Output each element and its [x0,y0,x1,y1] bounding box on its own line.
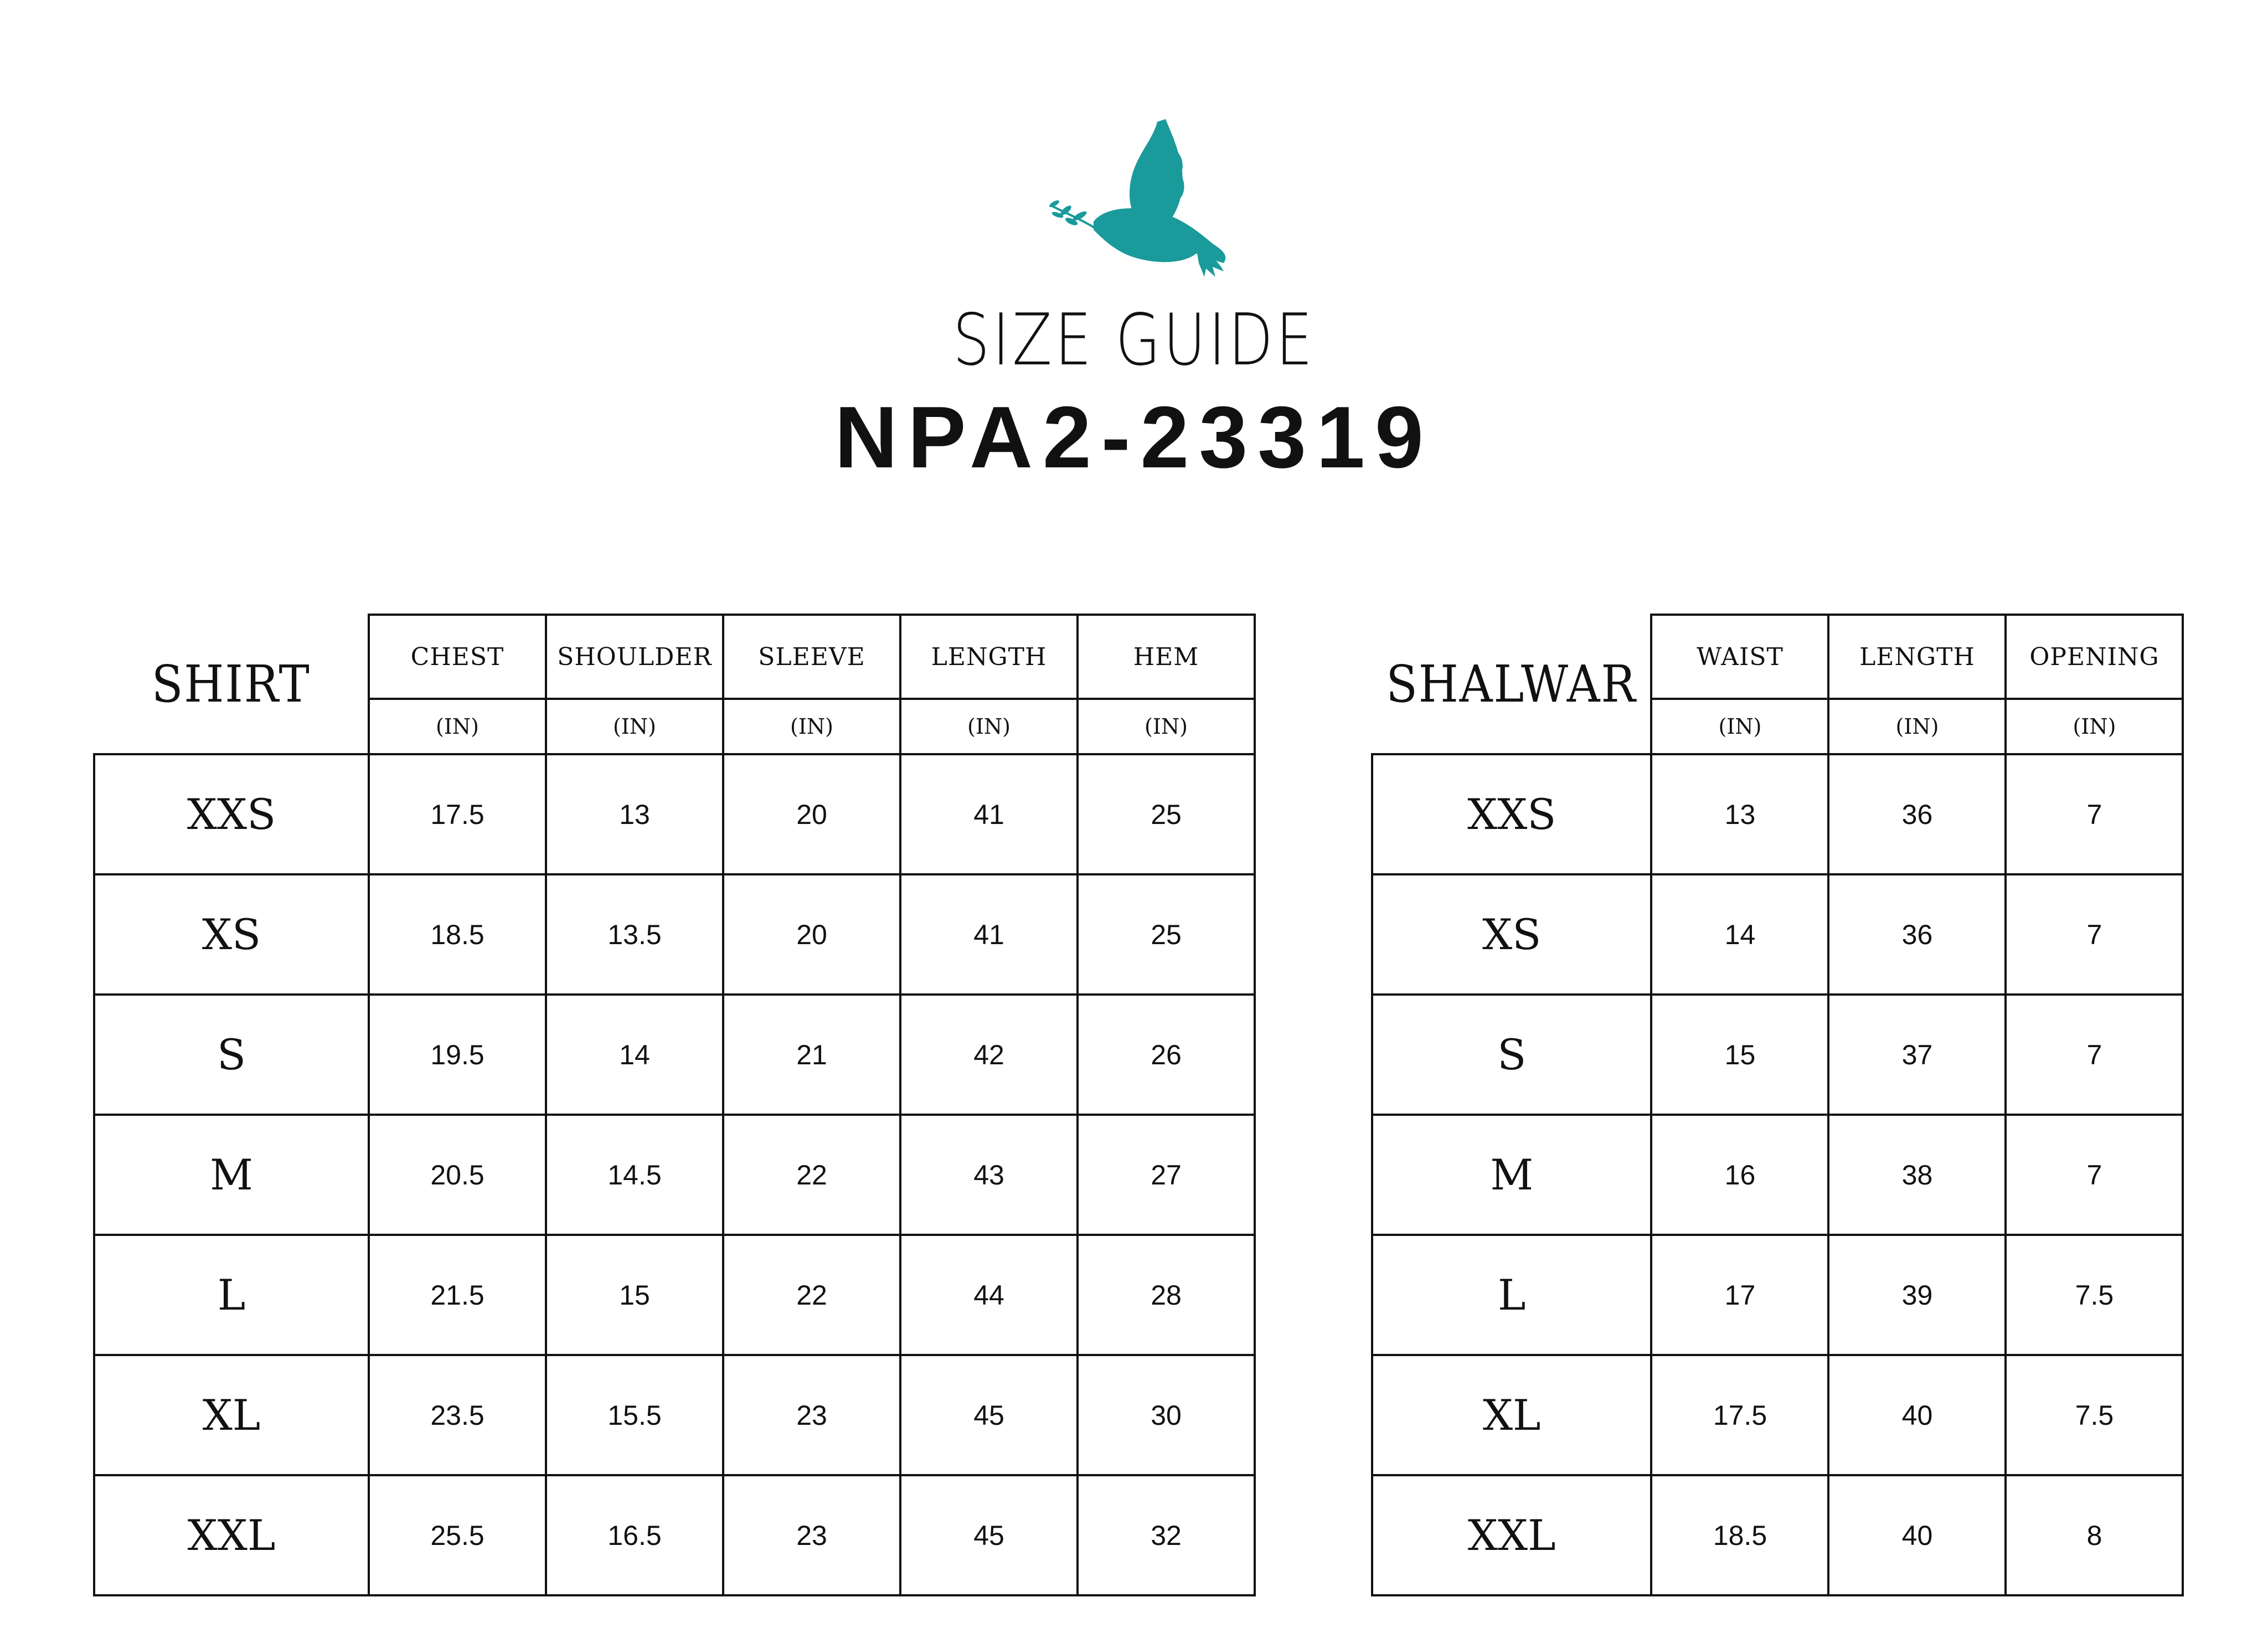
column-header: OPENING [2006,615,2183,699]
measurement-cell: 7.5 [2006,1355,2183,1475]
measurement-cell: 7 [2006,995,2183,1115]
column-header: SHOULDER [546,615,723,699]
measurement-cell: 23.5 [369,1355,546,1475]
table-row [94,874,1255,995]
measurement-cell: 39 [1828,1235,2006,1355]
shirt-section-label: SHIRT [108,615,355,754]
unit-label: (IN) [1828,699,2006,754]
unit-label: (IN) [900,699,1078,754]
unit-label: (IN) [369,699,546,754]
measurement-cell: 23 [723,1475,900,1595]
table-row [1372,754,2183,874]
table-row [94,1115,1255,1235]
table-row [94,754,1255,874]
column-header: CHEST [369,615,546,699]
measurement-cell: 20.5 [369,1115,546,1235]
size-label: XL [1372,1355,1651,1475]
measurement-cell: 41 [900,874,1078,995]
unit-label: (IN) [2006,699,2183,754]
unit-label: (IN) [1078,699,1255,754]
measurement-cell: 17 [1651,1235,1828,1355]
size-label: XXS [1372,754,1651,874]
measurement-cell: 36 [1828,754,2006,874]
size-label: XS [1372,874,1651,995]
measurement-cell: 18.5 [1651,1475,1828,1595]
measurement-cell: 17.5 [369,754,546,874]
size-label: M [1372,1115,1651,1235]
size-label: XXL [94,1475,369,1595]
unit-label: (IN) [1651,699,1828,754]
shirt-size-table [93,614,1256,1596]
column-header: LENGTH [900,615,1078,699]
measurement-cell: 45 [900,1475,1078,1595]
shirt-table-body [94,754,1255,1595]
measurement-cell: 43 [900,1115,1078,1235]
measurement-cell: 14.5 [546,1115,723,1235]
measurement-cell: 38 [1828,1115,2006,1235]
measurement-cell: 18.5 [369,874,546,995]
measurement-cell: 27 [1078,1115,1255,1235]
measurement-cell: 7 [2006,754,2183,874]
column-header: LENGTH [1828,615,2006,699]
measurement-cell: 23 [723,1355,900,1475]
measurement-cell: 44 [900,1235,1078,1355]
measurement-cell: 28 [1078,1235,1255,1355]
measurement-cell: 13.5 [546,874,723,995]
table-row [1372,1475,2183,1595]
measurement-cell: 42 [900,995,1078,1115]
measurement-cell: 7 [2006,874,2183,995]
dove-with-olive-branch-icon [1047,111,1240,310]
shalwar-size-table [1371,614,2184,1596]
measurement-cell: 41 [900,754,1078,874]
measurement-cell: 45 [900,1355,1078,1475]
measurement-cell: 15.5 [546,1355,723,1475]
column-header: HEM [1078,615,1255,699]
table-row [94,1235,1255,1355]
table-row [94,1355,1255,1475]
size-label: XXS [94,754,369,874]
measurement-cell: 30 [1078,1355,1255,1475]
measurement-cell: 40 [1828,1475,2006,1595]
table-row [1372,1355,2183,1475]
size-label: L [1372,1235,1651,1355]
measurement-cell: 25 [1078,874,1255,995]
measurement-cell: 13 [1651,754,1828,874]
measurement-cell: 25.5 [369,1475,546,1595]
measurement-cell: 16.5 [546,1475,723,1595]
product-code: NPA2-23319 [834,389,1434,486]
measurement-cell: 36 [1828,874,2006,995]
table-row [1372,995,2183,1115]
measurement-cell: 20 [723,754,900,874]
measurement-cell: 16 [1651,1115,1828,1235]
shalwar-table-body [1372,754,2183,1595]
measurement-cell: 32 [1078,1475,1255,1595]
table-row [1372,1235,2183,1355]
measurement-cell: 25 [1078,754,1255,874]
unit-label: (IN) [723,699,900,754]
table-row [1372,874,2183,995]
table-row [94,1475,1255,1595]
page-title: SIZE GUIDE [952,299,1316,382]
measurement-cell: 40 [1828,1355,2006,1475]
shalwar-section-label: SHALWAR [1386,615,1637,754]
measurement-cell: 22 [723,1115,900,1235]
unit-label: (IN) [546,699,723,754]
measurement-cell: 21 [723,995,900,1115]
measurement-cell: 14 [546,995,723,1115]
measurement-cell: 37 [1828,995,2006,1115]
measurement-cell: 20 [723,874,900,995]
measurement-cell: 15 [546,1235,723,1355]
size-label: XXL [1372,1475,1651,1595]
measurement-cell: 14 [1651,874,1828,995]
size-label: S [94,995,369,1115]
measurement-cell: 21.5 [369,1235,546,1355]
measurement-cell: 7.5 [2006,1235,2183,1355]
measurement-cell: 19.5 [369,995,546,1115]
size-label: XS [94,874,369,995]
table-row [1372,1115,2183,1235]
measurement-cell: 8 [2006,1475,2183,1595]
measurement-cell: 13 [546,754,723,874]
measurement-cell: 15 [1651,995,1828,1115]
table-row [94,995,1255,1115]
size-label: S [1372,995,1651,1115]
measurement-cell: 17.5 [1651,1355,1828,1475]
measurement-cell: 26 [1078,995,1255,1115]
measurement-cell: 22 [723,1235,900,1355]
size-label: XL [94,1355,369,1475]
size-label: L [94,1235,369,1355]
size-label: M [94,1115,369,1235]
column-header: SLEEVE [723,615,900,699]
column-header: WAIST [1651,615,1828,699]
measurement-cell: 7 [2006,1115,2183,1235]
